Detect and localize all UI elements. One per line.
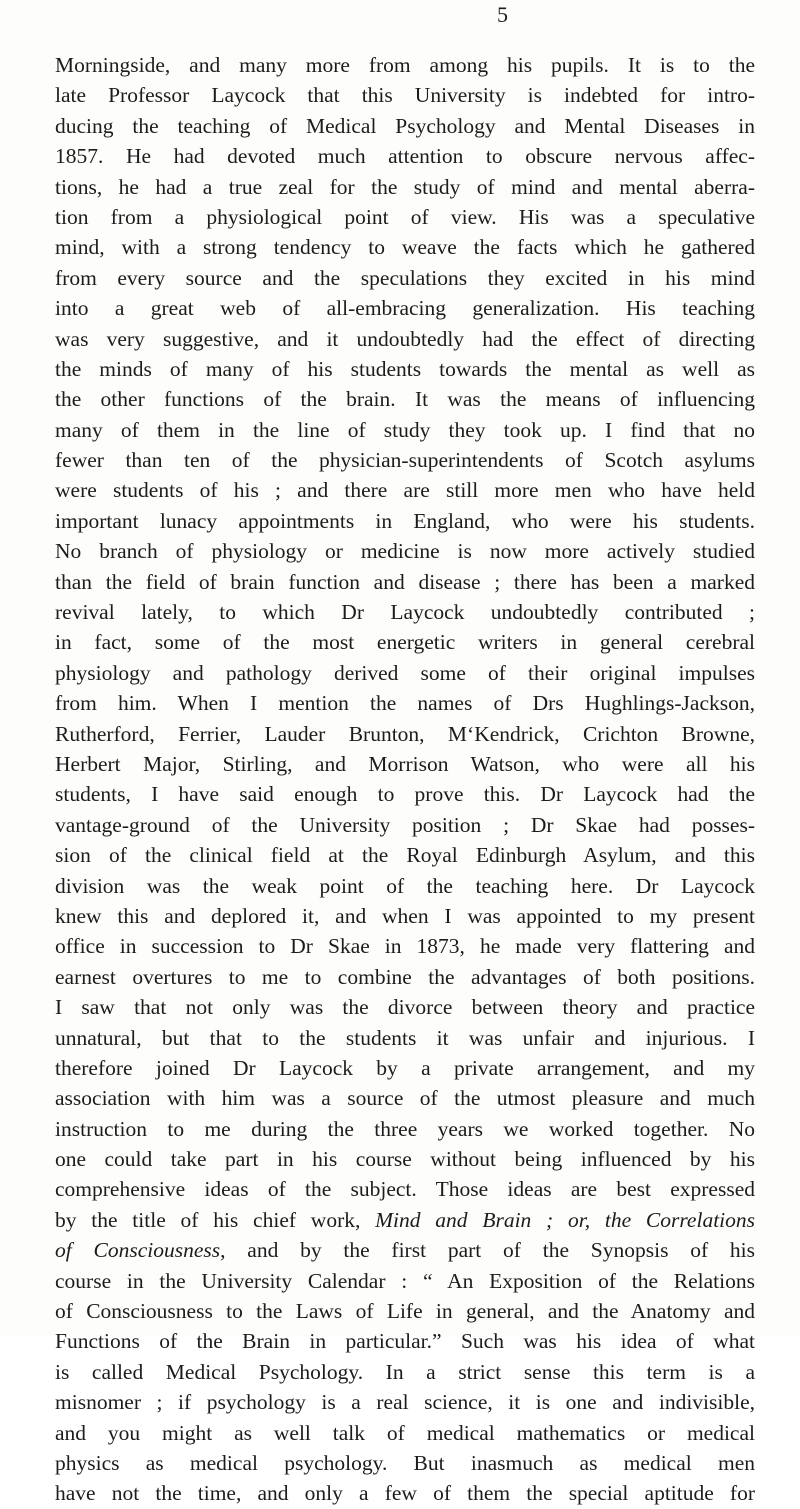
text-line: from every source and the speculations they excited in his mind [55,265,755,290]
text-line: many of them in the line of study they took up. I find that no [55,417,755,442]
text-line: course in the University Calendar : “ An Exposition of the Relations [55,1268,755,1293]
text-line: sion of the clinical field at the Royal Edinburgh Asylum, and this [55,843,755,868]
text-line: were students of his ; and there are still more men who have held [55,478,755,503]
text-line-with-italic [55,1235,755,1265]
text-line: No branch of physiology or medicine is now more actively studied [55,539,755,564]
body-text [55,50,755,1509]
text-line: Herbert Major, Stirling, and Morrison Watson, who were all his [55,751,755,776]
text-line: instruction to me during the three years we worked together. No [55,1116,755,1141]
text-line: mind, with a strong tendency to weave the facts which he gathered [55,235,755,260]
text-line: the minds of many of his students towards the mental as well as [55,356,755,381]
text-line: into a great web of all-embracing generalization. His teaching [55,296,755,321]
text-line: late Professor Laycock that this University is indebted for intro- [55,83,755,108]
text-line: earnest overtures to me to combine the advantages of both positions. [55,964,755,989]
text-line: one could take part in his course without being influenced by his [55,1147,755,1172]
text-line: tions, he had a true zeal for the study of mind and mental aberra- [55,174,755,199]
text-line: Rutherford, Ferrier, Lauder Brunton, M‘Kendrick, Crichton Browne, [55,721,755,746]
text-segment: by the title of his chief work, [55,1207,376,1232]
text-line: misnomer ; if psychology is a real science, it is one and indivisible, [55,1390,755,1415]
text-line: tion from a physiological point of view. His was a speculative [55,204,755,229]
text-line: than the field of brain function and disease ; there has been a marked [55,569,755,594]
text-line: office in succession to Dr Skae in 1873, he made very flattering and [55,934,755,959]
italic-title-segment: Mind and Brain ; or, the Correlations [375,1207,755,1232]
text-line: Morningside, and many more from among his pupils. It is to the [55,53,755,77]
text-line: therefore joined Dr Laycock by a private arrangement, and my [55,1055,755,1080]
text-line: ducing the teaching of Medical Psychology and Mental Diseases in [55,113,755,138]
text-line: physics as medical psychology. But inasmuch as medical men [55,1450,755,1475]
text-line: fewer than ten of the physician-superintendents of Scotch asylums [55,448,755,473]
text-line: from him. When I mention the names of Drs Hughlings-Jackson, [55,691,755,716]
text-line: have not the time, and only a few of them the special aptitude for [55,1481,755,1506]
text-line: is called Medical Psychology. In a strict sense this term is a [55,1359,755,1384]
text-line: knew this and deplored it, and when I was appointed to my present [55,903,755,928]
text-segment: , and by the first part of the Synopsis of his [220,1238,755,1263]
italic-title-segment: of Consciousness [55,1238,221,1263]
text-line: revival lately, to which Dr Laycock undoubtedly contributed ; [55,600,755,625]
text-line: division was the weak point of the teaching here. Dr Laycock [55,873,755,898]
text-line: of Consciousness to the Laws of Life in general, and the Anatomy and [55,1299,755,1324]
text-line: students, I have said enough to prove this. Dr Laycock had the [55,782,755,807]
text-line: association with him was a source of the utmost pleasure and much [55,1086,755,1111]
text-line: I saw that not only was the divorce between theory and practice [55,995,755,1020]
page-number: 5 [497,2,508,27]
text-line: Functions of the Brain in particular.” Such was his idea of what [55,1329,755,1354]
text-line: comprehensive ideas of the subject. Those ideas are best expressed [55,1177,755,1202]
text-line: physiology and pathology derived some of their original impulses [55,660,755,685]
text-line: 1857. He had devoted much attention to obscure nervous affec- [55,144,755,169]
text-line: was very suggestive, and it undoubtedly had the effect of directing [55,326,755,351]
text-line: in fact, some of the most energetic writers in general cerebral [55,630,755,655]
text-line: vantage-ground of the University position ; Dr Skae had posses- [55,812,755,837]
text-line: the other functions of the brain. It was the means of influencing [55,387,755,412]
text-line: important lunacy appointments in England, who were his students. [55,508,755,533]
text-line-with-italic [55,1205,755,1235]
text-line: and you might as well talk of medical mathematics or medical [55,1420,755,1445]
text-line: unnatural, but that to the students it was unfair and injurious. I [55,1025,755,1050]
